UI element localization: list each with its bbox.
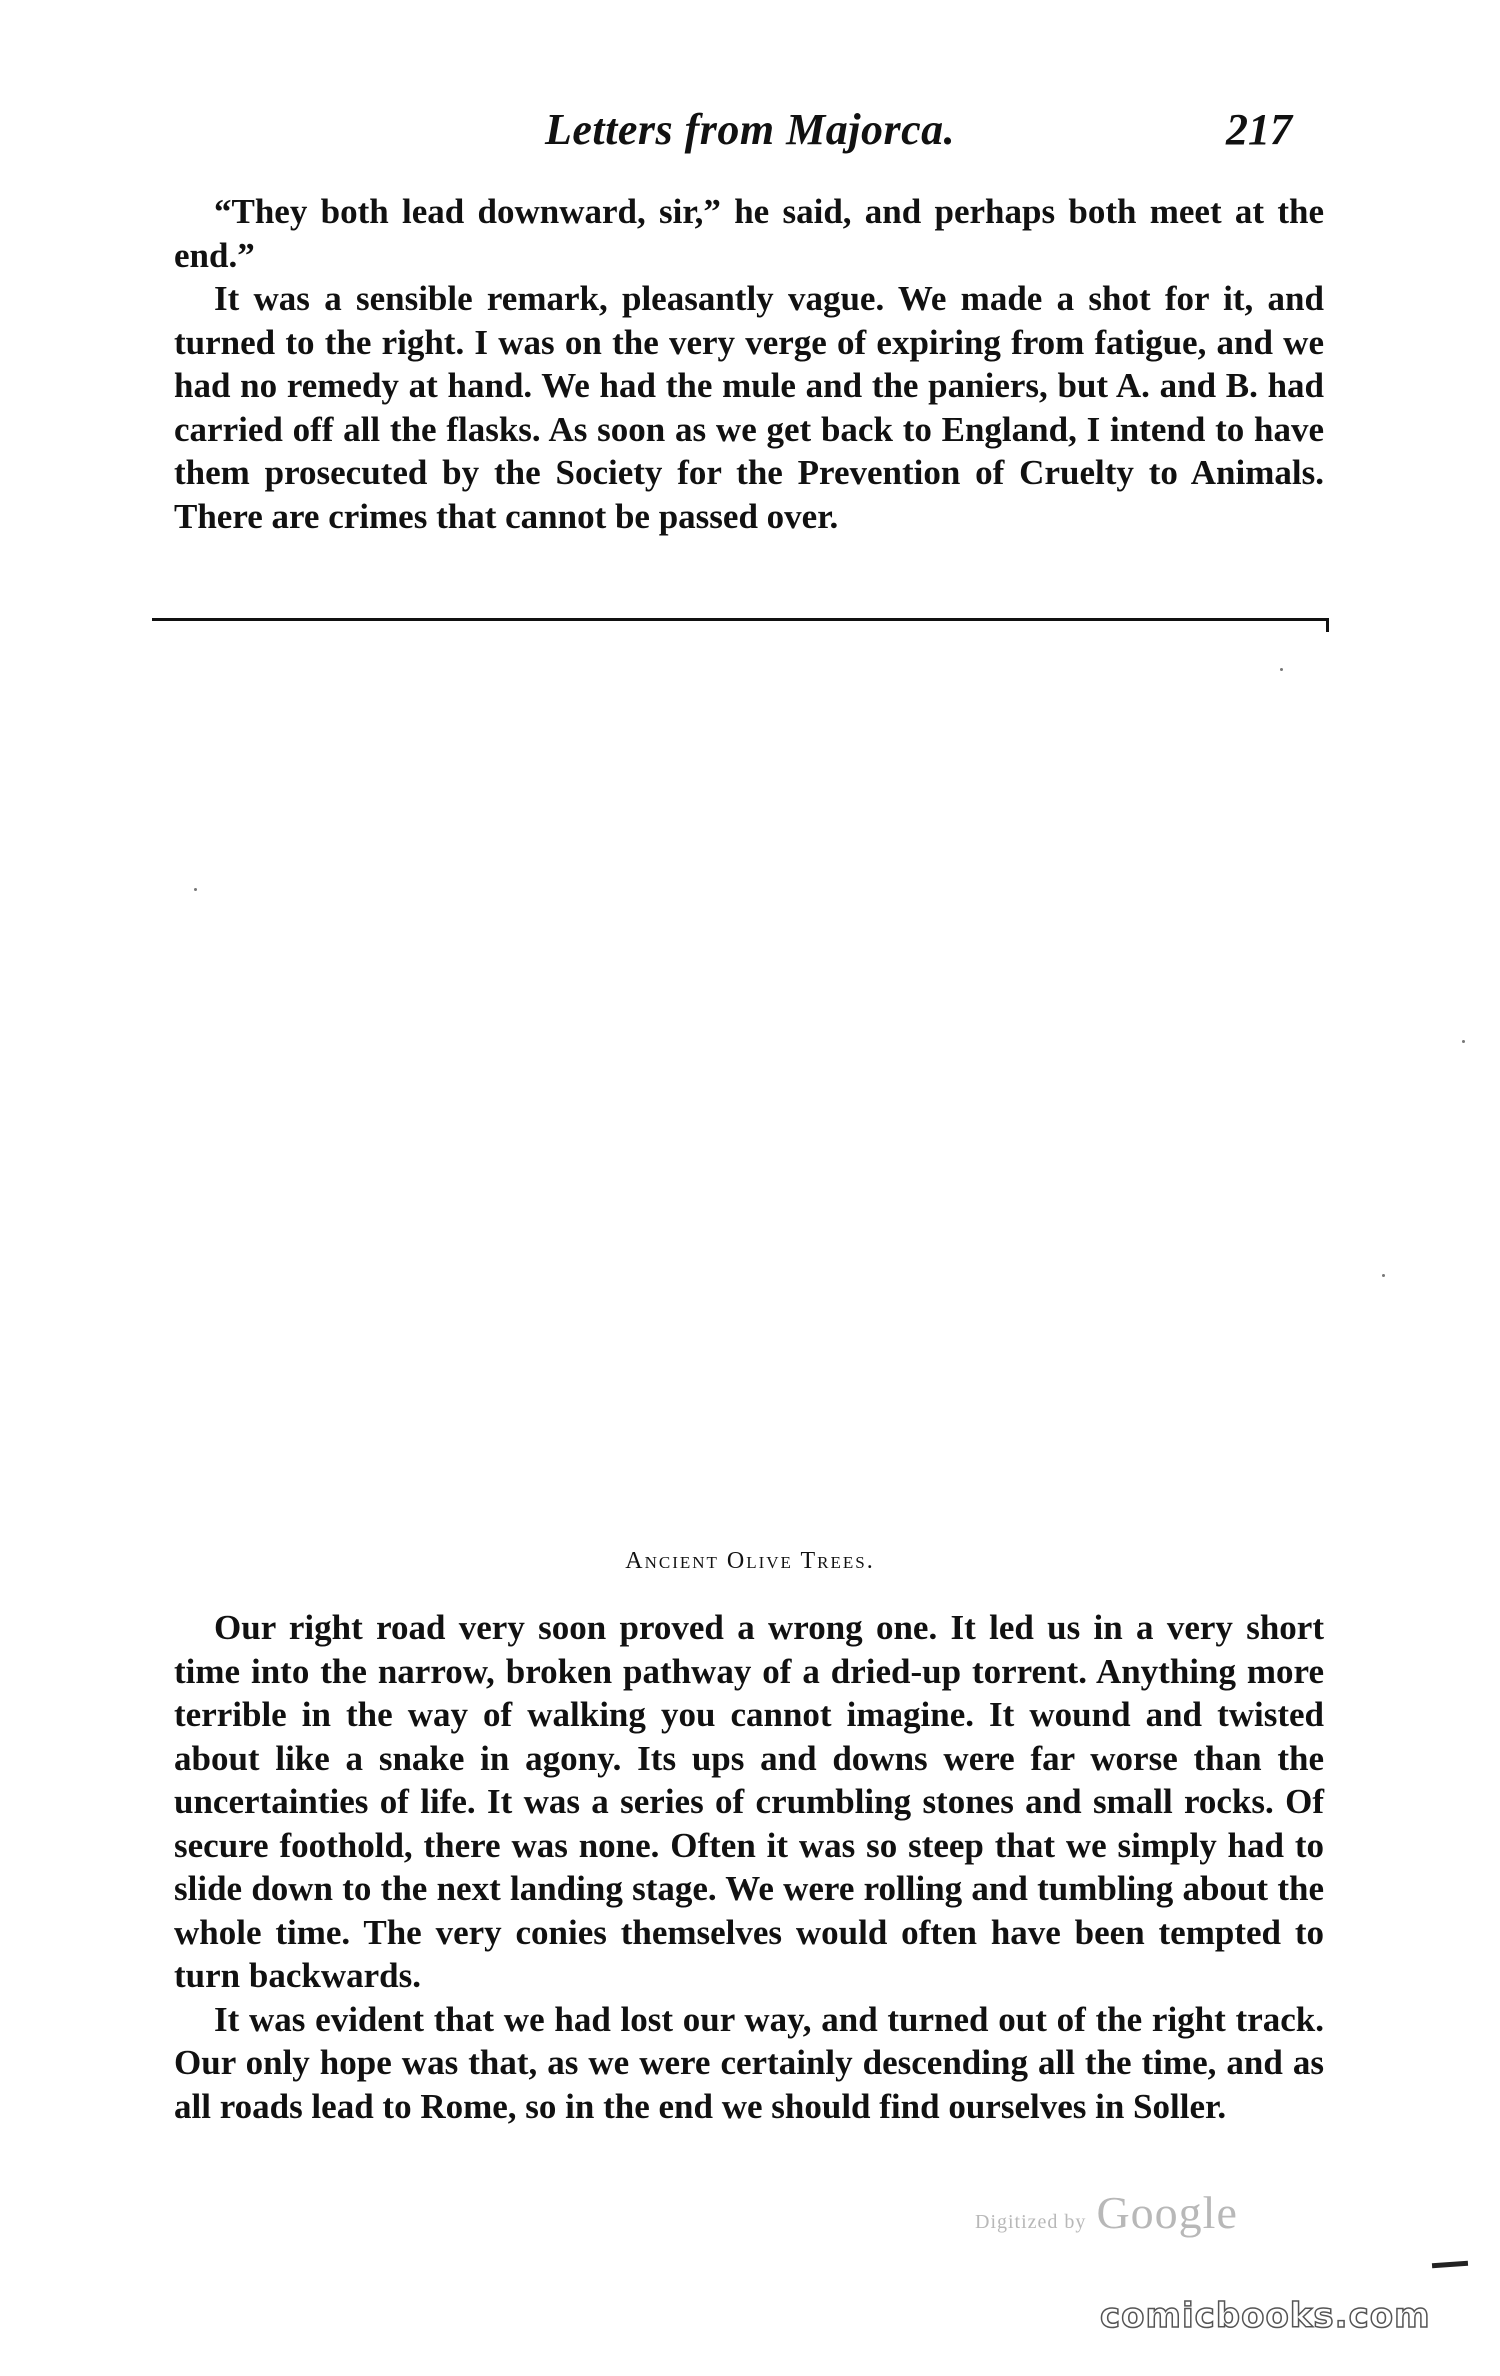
paragraph: “They both lead downward, sir,” he said, and perhaps both meet at the end.” (174, 192, 1324, 275)
running-head (0, 104, 1500, 164)
print-speck (1280, 668, 1283, 671)
watermark-digitized-text: Digitized by (975, 2211, 1087, 2233)
print-speck (1382, 1274, 1385, 1277)
paragraph: It was evident that we had lost our way, and turned out of the right track. Our only hope was that, as we were certainly descending all the time, and as all roads lead to Rome, so in the end we should find ourselves in Soller. (174, 1999, 1324, 2126)
paragraph: Our right road very soon proved a wrong one. It led us in a very short time into the narrow, broken pathway of a dried-up torrent. Anything more terrible in the way of walking you cannot imagine. It wound and twisted about like a snake in agony. Its ups and downs were far worse than the uncertainties of life. It was a series of crumbling stones and small rocks. Of secure foothold, there was none. Often it was so steep that we simply had to slide down to the next landing stage. We were rolling and tumbling about the whole time. The very conies themselves would often have been tempted to turn backwards. (174, 1608, 1324, 1995)
page-number: 217 (1226, 105, 1292, 154)
plate-top-rule (152, 618, 1327, 621)
site-watermark: comicbooks.com (1100, 2296, 1431, 2336)
digitized-watermark (975, 2186, 1238, 2239)
running-title: Letters from Majorca. (545, 105, 956, 154)
plate-caption: Ancient Olive Trees. (625, 1548, 875, 1574)
bottom-text-block (174, 1606, 1324, 2128)
top-text-block (174, 190, 1324, 538)
print-speck (1462, 1040, 1465, 1043)
watermark-brand-text: Google (1096, 2187, 1238, 2238)
paragraph: It was a sensible remark, pleasantly vague. We made a shot for it, and turned to the right. I was on the very verge of expiring from fatigue, and we had no remedy at hand. We had the mule and the paniers, but A. and B. had carried off all the flasks. As soon as we get back to England, I intend to have them prosecuted by the Society for the Prevention of Cruelty to Animals. There are crimes that cannot be passed over. (174, 279, 1324, 536)
edge-mark (1432, 2261, 1468, 2268)
print-speck (194, 888, 197, 891)
illustration-plate (152, 640, 1327, 1510)
